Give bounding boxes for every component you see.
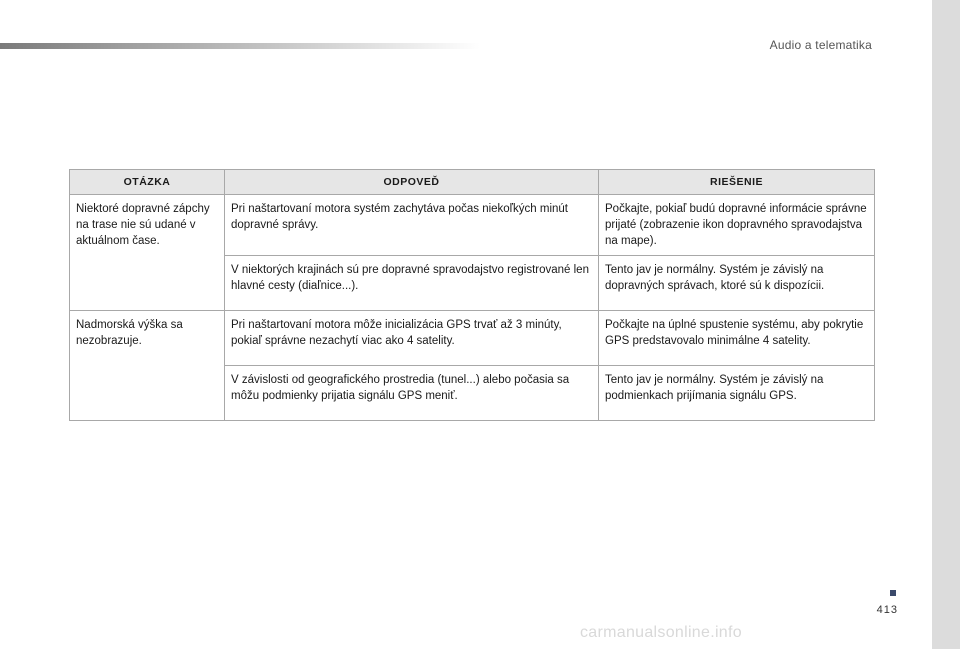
faq-table (69, 169, 875, 421)
column-header-question: OTÁZKA (70, 170, 225, 195)
answer-cell: V niektorých krajinách sú pre dopravné spravodajstvo registrované len hlavné cesty (diaľnice...). (225, 256, 599, 311)
watermark: carmanualsonline.info (580, 624, 742, 641)
solution-cell: Tento jav je normálny. Systém je závislý na podmienkach prijímania signálu GPS. (599, 366, 875, 421)
column-header-answer: ODPOVEĎ (225, 170, 599, 195)
page-marker-square (890, 590, 896, 596)
question-cell: Nadmorská výška sa nezobrazuje. (70, 311, 225, 421)
table-header-row (70, 170, 875, 195)
table-row (70, 195, 875, 256)
solution-cell: Počkajte na úplné spustenie systému, aby pokrytie GPS predstavovalo minimálne 4 satelity. (599, 311, 875, 366)
solution-cell: Počkajte, pokiaľ budú dopravné informácie správne prijaté (zobrazenie ikon dopravného spravodajstva na mape). (599, 195, 875, 256)
side-strip (932, 0, 960, 649)
answer-cell: Pri naštartovaní motora môže inicializácia GPS trvať až 3 minúty, pokiaľ správne nezachytí viac ako 4 satelity. (225, 311, 599, 366)
column-header-solution: RIEŠENIE (599, 170, 875, 195)
solution-cell: Tento jav je normálny. Systém je závislý na dopravných správach, ktoré sú k dispozícii. (599, 256, 875, 311)
question-cell: Niektoré dopravné zápchy na trase nie sú udané v aktuálnom čase. (70, 195, 225, 311)
header-gradient-bar (0, 43, 480, 49)
page-number: 413 (876, 604, 898, 616)
answer-cell: V závislosti od geografického prostredia (tunel...) alebo počasia sa môžu podmienky prijatia signálu GPS meniť. (225, 366, 599, 421)
table-row (70, 311, 875, 366)
answer-cell: Pri naštartovaní motora systém zachytáva počas niekoľkých minút dopravné správy. (225, 195, 599, 256)
section-title: Audio a telematika (769, 38, 872, 52)
